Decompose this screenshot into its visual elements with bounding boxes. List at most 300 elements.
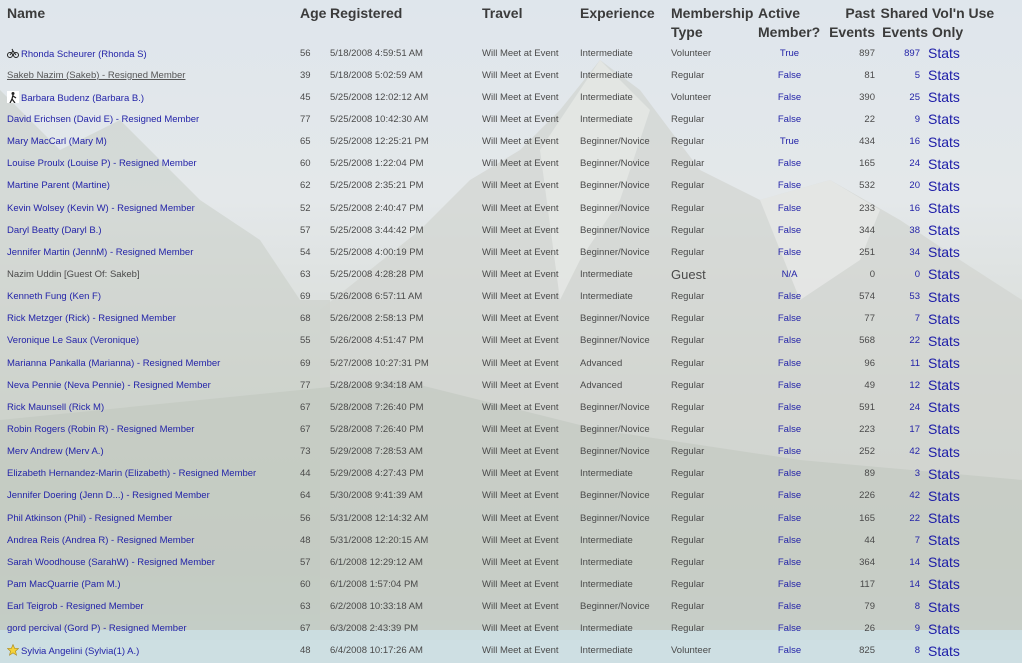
member-shared-events[interactable]: 3 [914, 468, 920, 480]
stats-link[interactable]: Stats [928, 310, 960, 327]
member-name: Nazim Uddin [Guest Of: Sakeb] [7, 268, 140, 280]
member-active-status: False [777, 512, 802, 524]
member-experience: Beginner/Novice [580, 158, 650, 170]
member-past-events: 22 [864, 113, 875, 125]
table-row [0, 374, 1022, 396]
table-row [0, 175, 1022, 197]
member-name-link[interactable]: Kenneth Fung (Ken F) [7, 291, 101, 303]
member-active-status: False [777, 645, 802, 657]
member-membership-type: Regular [671, 534, 705, 546]
member-past-events: 44 [864, 534, 875, 546]
member-name-link[interactable]: Jennifer Doering (Jenn D...) - Resigned Member [7, 490, 210, 502]
member-name-link[interactable]: Robin Rogers (Robin R) - Resigned Member [7, 423, 195, 435]
header-past-events[interactable]: Past Events [829, 5, 875, 40]
member-age: 44 [300, 468, 311, 480]
member-name-link[interactable]: Jennifer Martin (JennM) - Resigned Member [7, 246, 194, 258]
member-age: 48 [300, 534, 311, 546]
member-active-status: False [777, 468, 802, 480]
table-row [0, 286, 1022, 308]
table-row [0, 441, 1022, 463]
member-experience: Beginner/Novice [580, 202, 650, 214]
stats-link[interactable]: Stats [928, 377, 960, 394]
member-past-events: 233 [859, 202, 875, 214]
member-past-events: 252 [859, 446, 875, 458]
member-shared-events[interactable]: 42 [909, 446, 920, 458]
member-name-link[interactable]: Martine Parent (Martine) [7, 180, 110, 192]
member-past-events: 251 [859, 246, 875, 258]
table-row [0, 308, 1022, 330]
member-travel: Will Meet at Event [482, 401, 559, 413]
member-age: 48 [300, 645, 311, 657]
member-experience: Beginner/Novice [580, 601, 650, 613]
member-active-status: False [777, 113, 802, 125]
stats-link[interactable]: Stats [928, 399, 960, 416]
member-membership-type: Regular [671, 246, 705, 258]
member-experience: Beginner/Novice [580, 446, 650, 458]
member-registered: 5/26/2008 6:57:11 AM [330, 291, 423, 303]
member-age: 67 [300, 423, 311, 435]
member-travel: Will Meet at Event [482, 224, 559, 236]
stats-link[interactable]: Stats [928, 598, 960, 615]
member-membership-type: Regular [671, 291, 705, 303]
table-row [0, 463, 1022, 485]
member-membership-type: Volunteer [671, 645, 712, 657]
member-registered: 5/25/2008 3:44:42 PM [330, 224, 424, 236]
member-name-link[interactable]: Merv Andrew (Merv A.) [7, 446, 104, 458]
member-registered: 5/25/2008 1:22:04 PM [330, 158, 424, 170]
member-name-link[interactable]: Phil Atkinson (Phil) - Resigned Member [7, 512, 173, 524]
member-shared-events[interactable]: 11 [910, 357, 920, 369]
member-shared-events[interactable]: 17 [909, 423, 920, 435]
stats-link[interactable]: Stats [928, 200, 960, 217]
member-travel: Will Meet at Event [482, 136, 559, 148]
stats-link[interactable]: Stats [928, 532, 960, 549]
member-active-status: False [777, 446, 802, 458]
member-registered: 6/1/2008 1:57:04 PM [330, 578, 419, 590]
member-name-link[interactable]: Sakeb Nazim (Sakeb) - Resigned Member [7, 69, 186, 81]
stats-link[interactable]: Stats [928, 133, 960, 150]
member-name-link[interactable]: David Erichsen (David E) - Resigned Member [7, 113, 200, 125]
table-row [0, 64, 1022, 86]
member-active-status: False [777, 490, 802, 502]
member-shared-events[interactable]: 25 [909, 91, 920, 103]
member-shared-events[interactable]: 22 [909, 512, 920, 524]
member-past-events: 49 [864, 379, 875, 391]
member-active-status: False [777, 357, 802, 369]
table-row [0, 263, 1022, 285]
member-shared-events[interactable]: 7 [914, 534, 920, 546]
member-registered: 6/2/2008 10:33:18 AM [330, 601, 423, 613]
table-row [0, 108, 1022, 130]
stats-link[interactable]: Stats [928, 487, 960, 504]
header-experience[interactable]: Experience [580, 5, 655, 21]
member-active-status: False [777, 224, 802, 236]
member-shared-events[interactable]: 7 [914, 313, 920, 325]
header-shared-events[interactable]: Shared Events [880, 5, 928, 40]
member-travel: Will Meet at Event [482, 158, 559, 170]
member-shared-events[interactable]: 5 [914, 69, 920, 81]
member-shared-events[interactable]: 9 [914, 623, 920, 635]
member-registered: 5/25/2008 2:35:21 PM [330, 180, 424, 192]
member-registered: 5/18/2008 4:59:51 AM [330, 47, 423, 59]
member-name-link[interactable]: Mary MacCarl (Mary M) [7, 136, 107, 148]
stats-link[interactable]: Stats [928, 45, 960, 62]
member-name-link[interactable]: Sylvia Angelini (Sylvia(1) A.) [21, 646, 140, 658]
member-age: 67 [300, 623, 311, 635]
member-travel: Will Meet at Event [482, 645, 559, 657]
stats-link[interactable]: Stats [928, 111, 960, 128]
member-active-status: False [777, 601, 802, 613]
stats-link[interactable]: Stats [928, 510, 960, 527]
member-shared-events[interactable]: 24 [909, 158, 920, 170]
stats-link[interactable]: Stats [928, 576, 960, 593]
member-travel: Will Meet at Event [482, 623, 559, 635]
stats-link[interactable]: Stats [928, 177, 960, 194]
member-registered: 5/25/2008 12:25:21 PM [330, 136, 429, 148]
bicycle-icon [7, 47, 19, 59]
member-membership-type: Regular [671, 202, 705, 214]
member-travel: Will Meet at Event [482, 446, 559, 458]
member-active-status: False [777, 401, 802, 413]
member-name-link[interactable]: Louise Proulx (Louise P) - Resigned Member [7, 158, 197, 170]
member-shared-events[interactable]: 53 [909, 291, 920, 303]
member-registered: 5/28/2008 7:26:40 PM [330, 401, 424, 413]
member-experience: Intermediate [580, 623, 633, 635]
member-experience: Intermediate [580, 69, 633, 81]
member-travel: Will Meet at Event [482, 335, 559, 347]
member-name-link[interactable]: Rhonda Scheurer (Rhonda S) [21, 48, 147, 60]
member-travel: Will Meet at Event [482, 578, 559, 590]
member-past-events: 364 [859, 556, 875, 568]
header-membership-type[interactable]: Membership Type [671, 5, 754, 40]
member-age: 56 [300, 512, 311, 524]
member-past-events: 77 [864, 313, 875, 325]
member-experience: Beginner/Novice [580, 246, 650, 258]
member-age: 56 [300, 47, 311, 59]
member-name-link[interactable]: Rick Metzger (Rick) - Resigned Member [7, 313, 176, 325]
member-age: 67 [300, 401, 311, 413]
member-membership-type: Regular [671, 158, 705, 170]
table-row [0, 153, 1022, 175]
stats-link[interactable]: Stats [928, 642, 960, 659]
member-membership-type: Regular [671, 379, 705, 391]
table-header-row [0, 0, 1022, 42]
member-membership-type: Regular [671, 136, 705, 148]
member-experience: Intermediate [580, 468, 633, 480]
member-membership-type: Regular [671, 313, 705, 325]
member-shared-events[interactable]: 24 [909, 401, 920, 413]
member-name-link[interactable]: Veronique Le Saux (Veronique) [7, 335, 140, 347]
member-shared-events[interactable]: 22 [909, 335, 920, 347]
member-travel: Will Meet at Event [482, 357, 559, 369]
member-membership-type: Regular [671, 468, 705, 480]
member-active-status: False [777, 69, 802, 81]
member-age: 77 [300, 113, 311, 125]
table-row [0, 418, 1022, 440]
member-age: 64 [300, 490, 311, 502]
member-active-status: False [777, 623, 802, 635]
member-membership-type: Volunteer [671, 47, 712, 59]
member-registered: 5/26/2008 2:58:13 PM [330, 313, 424, 325]
member-shared-events[interactable]: 897 [904, 47, 920, 59]
member-experience: Intermediate [580, 534, 633, 546]
table-row [0, 86, 1022, 108]
stats-link[interactable]: Stats [928, 421, 960, 438]
member-age: 69 [300, 357, 311, 369]
stats-link[interactable]: Stats [928, 620, 960, 637]
member-registered: 5/28/2008 9:34:18 AM [330, 379, 423, 391]
member-registered: 5/31/2008 12:14:32 AM [330, 512, 429, 524]
member-registered: 5/25/2008 12:02:12 AM [330, 91, 429, 103]
stats-link[interactable]: Stats [928, 355, 960, 372]
member-membership-type: Regular [671, 69, 705, 81]
stats-link[interactable]: Stats [928, 89, 960, 106]
member-membership-type: Regular [671, 401, 705, 413]
member-membership-type: Regular [671, 490, 705, 502]
member-shared-events[interactable]: 20 [909, 180, 920, 192]
member-name-link[interactable]: Andrea Reis (Andrea R) - Resigned Member [7, 534, 195, 546]
header-registered[interactable]: Registered [330, 5, 403, 21]
member-shared-events[interactable]: 16 [909, 136, 920, 148]
member-age: 68 [300, 313, 311, 325]
header-age[interactable]: Age [300, 5, 327, 21]
member-travel: Will Meet at Event [482, 490, 559, 502]
member-registered: 6/1/2008 12:29:12 AM [330, 556, 423, 568]
member-past-events: 434 [859, 136, 875, 148]
member-past-events: 223 [859, 423, 875, 435]
stats-link[interactable]: Stats [928, 465, 960, 482]
member-past-events: 226 [859, 490, 875, 502]
member-registered: 5/31/2008 12:20:15 AM [330, 534, 429, 546]
member-membership-type: Regular [671, 556, 705, 568]
member-name-link[interactable]: Kevin Wolsey (Kevin W) - Resigned Member [7, 202, 195, 214]
member-membership-type: Guest [671, 266, 706, 282]
member-past-events: 81 [864, 69, 875, 81]
member-shared-events[interactable]: 42 [909, 490, 920, 502]
member-shared-events[interactable]: 16 [909, 202, 920, 214]
member-age: 60 [300, 158, 311, 170]
member-experience: Advanced [580, 379, 623, 391]
stats-link[interactable]: Stats [928, 554, 960, 571]
member-past-events: 165 [859, 158, 875, 170]
member-registered: 6/3/2008 2:43:39 PM [330, 623, 419, 635]
member-travel: Will Meet at Event [482, 601, 559, 613]
member-membership-type: Regular [671, 423, 705, 435]
member-past-events: 117 [859, 578, 875, 590]
member-active-status: False [777, 91, 802, 103]
header-travel[interactable]: Travel [482, 5, 523, 21]
member-travel: Will Meet at Event [482, 379, 559, 391]
member-past-events: 825 [859, 645, 875, 657]
member-experience: Beginner/Novice [580, 313, 650, 325]
member-past-events: 568 [859, 335, 875, 347]
member-shared-events[interactable]: 8 [914, 601, 920, 613]
member-shared-events[interactable]: 9 [914, 113, 920, 125]
member-travel: Will Meet at Event [482, 423, 559, 435]
member-age: 39 [300, 69, 311, 81]
stats-link[interactable]: Stats [928, 443, 960, 460]
member-active-status: False [777, 379, 802, 391]
table-row [0, 618, 1022, 640]
member-name-link[interactable]: Earl Teigrob - Resigned Member [7, 601, 144, 613]
member-active-status: False [777, 423, 802, 435]
table-row [0, 42, 1022, 64]
member-name-link[interactable]: Neva Pennie (Neva Pennie) - Resigned Member [7, 379, 211, 391]
member-shared-events[interactable]: 12 [909, 379, 920, 391]
member-registered: 5/26/2008 4:51:47 PM [330, 335, 424, 347]
member-age: 45 [300, 91, 311, 103]
member-membership-type: Regular [671, 578, 705, 590]
member-past-events: 89 [864, 468, 875, 480]
member-age: 63 [300, 268, 311, 280]
member-name-link[interactable]: Sarah Woodhouse (SarahW) - Resigned Member [7, 556, 215, 568]
member-membership-type: Regular [671, 113, 705, 125]
member-past-events: 96 [864, 357, 875, 369]
member-name-link[interactable]: gord percival (Gord P) - Resigned Member [7, 623, 187, 635]
star-icon [7, 644, 19, 656]
member-experience: Intermediate [580, 645, 633, 657]
table-row [0, 573, 1022, 595]
member-travel: Will Meet at Event [482, 180, 559, 192]
member-registered: 5/28/2008 7:26:40 PM [330, 423, 424, 435]
member-membership-type: Volunteer [671, 91, 712, 103]
member-registered: 6/4/2008 10:17:26 AM [330, 645, 423, 657]
member-past-events: 344 [859, 224, 875, 236]
member-active-status: False [777, 578, 802, 590]
member-experience: Intermediate [580, 291, 633, 303]
member-registered: 5/29/2008 7:28:53 AM [330, 446, 423, 458]
member-experience: Intermediate [580, 578, 633, 590]
header-active-member[interactable]: Active Member? [758, 5, 821, 40]
member-membership-type: Regular [671, 623, 705, 635]
member-age: 65 [300, 136, 311, 148]
member-registered: 5/30/2008 9:41:39 AM [330, 490, 423, 502]
table-row [0, 596, 1022, 618]
table-row [0, 551, 1022, 573]
member-age: 77 [300, 379, 311, 391]
member-membership-type: Regular [671, 601, 705, 613]
stats-link[interactable]: Stats [928, 244, 960, 261]
stats-link[interactable]: Stats [928, 67, 960, 84]
stats-link[interactable]: Stats [928, 288, 960, 305]
member-age: 63 [300, 601, 311, 613]
member-shared-events[interactable]: 0 [914, 268, 920, 280]
member-travel: Will Meet at Event [482, 268, 559, 280]
stats-link[interactable]: Stats [928, 266, 960, 283]
member-age: 57 [300, 224, 311, 236]
member-travel: Will Meet at Event [482, 291, 559, 303]
member-experience: Beginner/Novice [580, 423, 650, 435]
header-name[interactable]: Name [7, 5, 46, 21]
member-active-status: False [777, 158, 802, 170]
member-registered: 5/27/2008 10:27:31 PM [330, 357, 429, 369]
member-active-status: False [777, 335, 802, 347]
table-row [0, 131, 1022, 153]
stats-link[interactable]: Stats [928, 332, 960, 349]
member-past-events: 532 [859, 180, 875, 192]
table-row [0, 485, 1022, 507]
member-age: 55 [300, 335, 311, 347]
member-travel: Will Meet at Event [482, 556, 559, 568]
member-membership-type: Regular [671, 512, 705, 524]
table-row [0, 640, 1022, 662]
table-row [0, 396, 1022, 418]
member-active-status: N/A [781, 268, 798, 280]
member-travel: Will Meet at Event [482, 534, 559, 546]
member-experience: Beginner/Novice [580, 180, 650, 192]
member-active-status: False [777, 534, 802, 546]
member-age: 60 [300, 578, 311, 590]
member-active-status: False [777, 180, 802, 192]
table-row [0, 507, 1022, 529]
header-voln-use-only[interactable]: Vol'n Use Only [932, 5, 995, 40]
member-experience: Advanced [580, 357, 623, 369]
member-active-status: True [779, 136, 800, 148]
member-travel: Will Meet at Event [482, 468, 559, 480]
member-shared-events[interactable]: 38 [909, 224, 920, 236]
member-travel: Will Meet at Event [482, 69, 559, 81]
member-active-status: False [777, 313, 802, 325]
member-travel: Will Meet at Event [482, 91, 559, 103]
member-travel: Will Meet at Event [482, 512, 559, 524]
member-name-link[interactable]: Barbara Budenz (Barbara B.) [21, 92, 145, 104]
member-shared-events[interactable]: 34 [909, 246, 920, 258]
stats-link[interactable]: Stats [928, 155, 960, 172]
member-past-events: 591 [859, 401, 875, 413]
member-registered: 5/25/2008 2:40:47 PM [330, 202, 424, 214]
member-registered: 5/18/2008 5:02:59 AM [330, 69, 423, 81]
table-row [0, 219, 1022, 241]
member-age: 57 [300, 556, 311, 568]
member-experience: Beginner/Novice [580, 224, 650, 236]
member-membership-type: Regular [671, 180, 705, 192]
member-experience: Intermediate [580, 113, 633, 125]
member-membership-type: Regular [671, 446, 705, 458]
member-age: 69 [300, 291, 311, 303]
member-age: 52 [300, 202, 311, 214]
member-name-link[interactable]: Rick Maunsell (Rick M) [7, 401, 105, 413]
member-past-events: 574 [859, 291, 875, 303]
member-age: 73 [300, 446, 311, 458]
table-row [0, 241, 1022, 263]
member-experience: Intermediate [580, 91, 633, 103]
member-experience: Beginner/Novice [580, 490, 650, 502]
member-active-status: False [777, 202, 802, 214]
member-name-link[interactable]: Elizabeth Hernandez-Marin (Elizabeth) - Resigned Member [7, 468, 257, 480]
stats-link[interactable]: Stats [928, 222, 960, 239]
member-shared-events[interactable]: 14 [909, 578, 920, 590]
member-shared-events[interactable]: 14 [909, 556, 920, 568]
member-past-events: 0 [869, 268, 875, 280]
table-row [0, 352, 1022, 374]
member-travel: Will Meet at Event [482, 113, 559, 125]
member-name-link[interactable]: Daryl Beatty (Daryl B.) [7, 224, 102, 236]
member-travel: Will Meet at Event [482, 313, 559, 325]
member-past-events: 390 [859, 91, 875, 103]
member-experience: Intermediate [580, 268, 633, 280]
member-name-link[interactable]: Pam MacQuarrie (Pam M.) [7, 578, 121, 590]
table-row [0, 529, 1022, 551]
member-active-status: True [779, 47, 800, 59]
member-past-events: 897 [859, 47, 875, 59]
member-name-link[interactable]: Marianna Pankalla (Marianna) - Resigned Member [7, 357, 221, 369]
member-past-events: 79 [864, 601, 875, 613]
member-registered: 5/25/2008 10:42:30 AM [330, 113, 429, 125]
hiker-icon [7, 91, 19, 103]
member-travel: Will Meet at Event [482, 246, 559, 258]
member-age: 62 [300, 180, 311, 192]
member-shared-events[interactable]: 8 [914, 645, 920, 657]
